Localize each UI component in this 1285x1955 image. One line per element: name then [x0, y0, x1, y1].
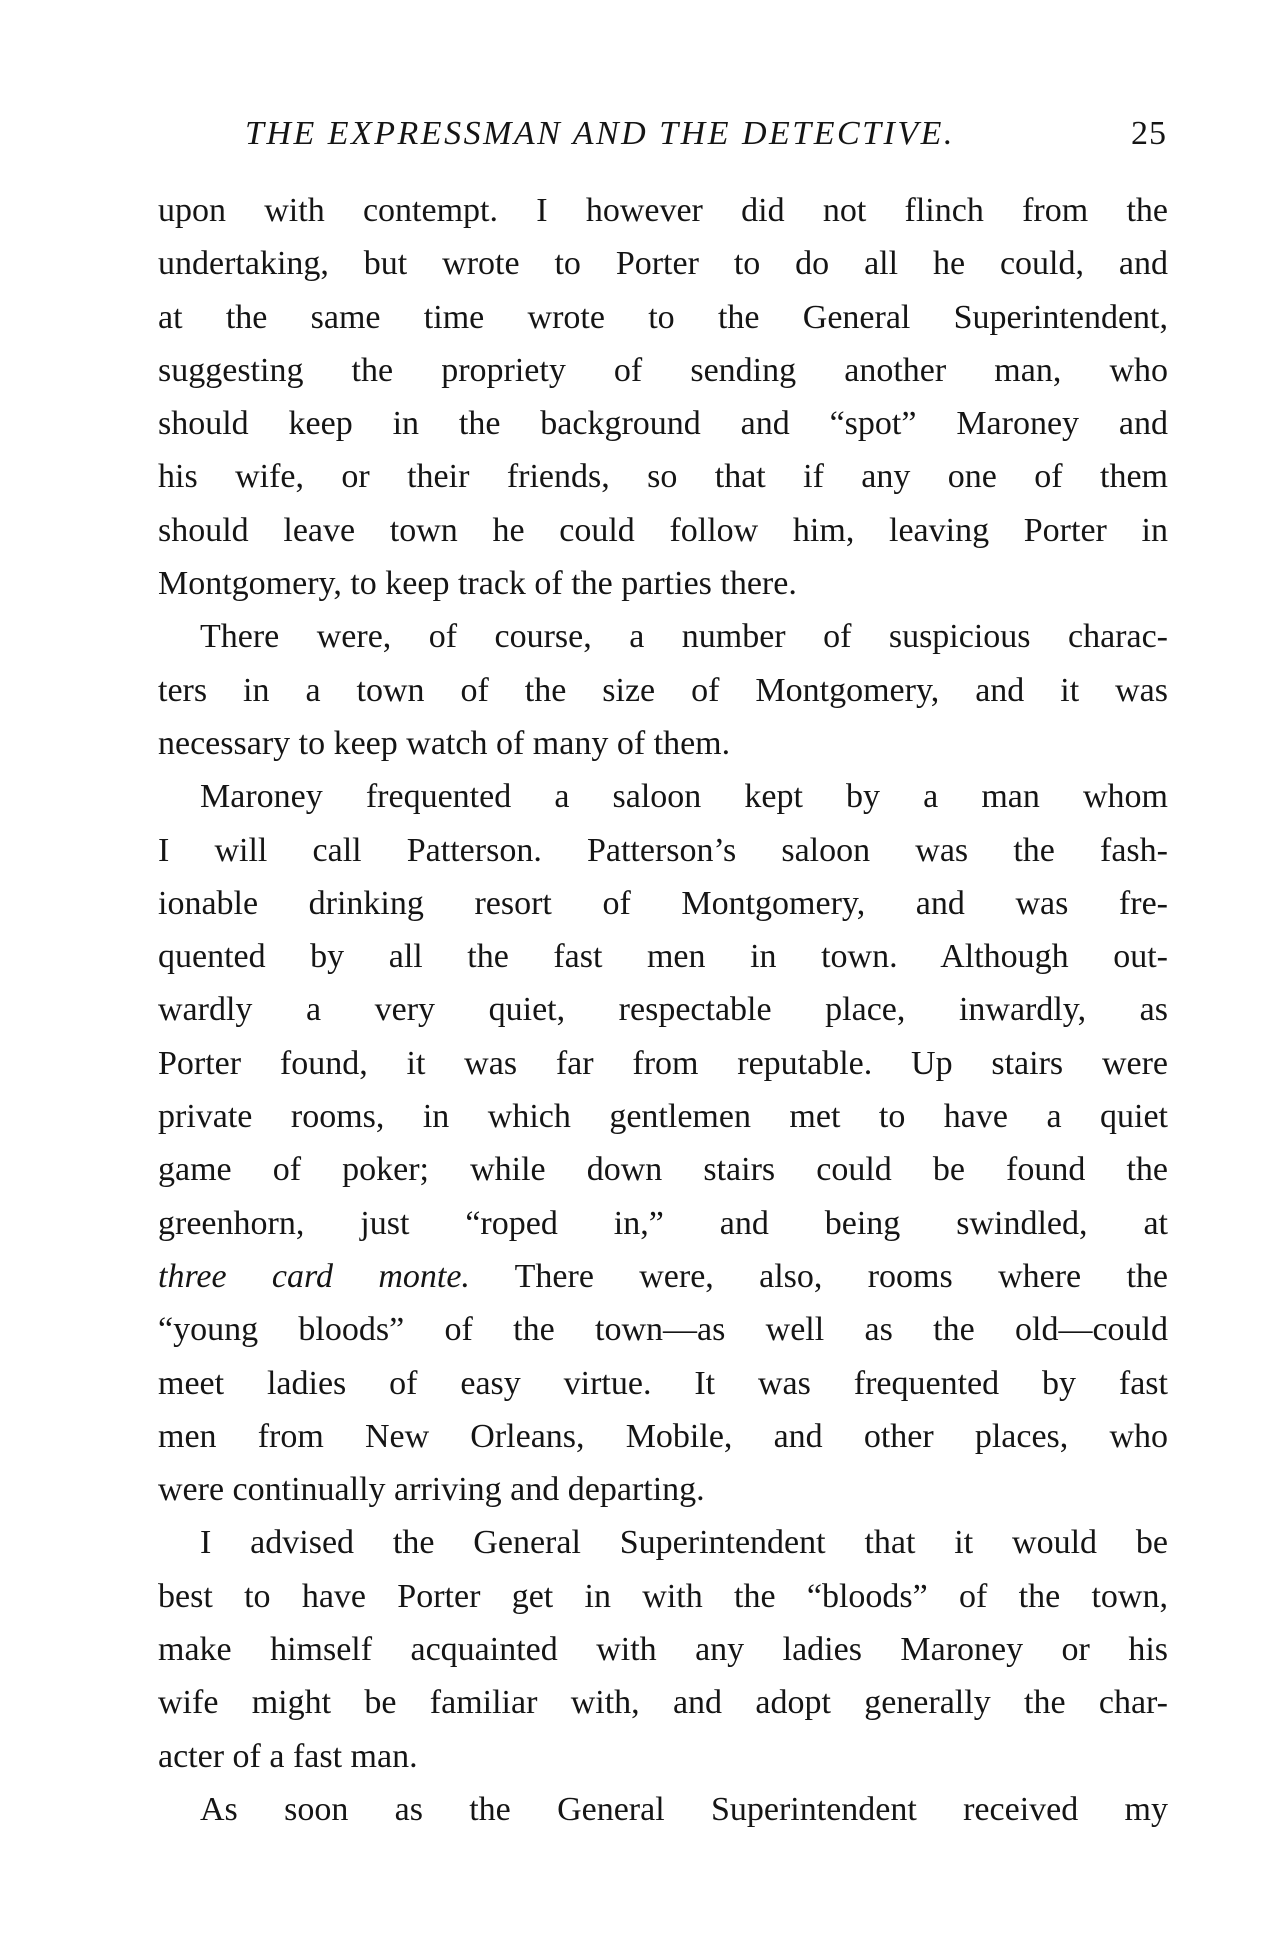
text-line: private rooms, in which gentlemen met to have a quiet — [158, 1098, 1168, 1136]
text-line: make himself acquainted with any ladies Maroney or his — [158, 1631, 1168, 1669]
text-line: acter of a fast man. — [158, 1737, 418, 1775]
text-line: necessary to keep watch of many of them. — [158, 724, 731, 762]
text-line: ters in a town of the size of Montgomery, and it was — [158, 671, 1168, 709]
text-line: ionable drinking resort of Montgomery, and was fre- — [158, 884, 1168, 922]
text-line: wardly a very quiet, respectable place, inwardly, as — [158, 991, 1168, 1029]
italic-phrase: three card monte. — [158, 1257, 470, 1295]
text-line: I will call Patterson. Patterson’s saloon was the fash- — [158, 831, 1168, 869]
text-line: undertaking, but wrote to Porter to do all he could, and — [158, 245, 1168, 283]
text-segment: There were, also, rooms where the — [514, 1257, 1168, 1295]
text-line: greenhorn, just “roped in,” and being swindled, at — [158, 1204, 1168, 1242]
text-line: As soon as the General Superintendent received my — [200, 1790, 1168, 1828]
paragraph-2 — [158, 610, 1168, 770]
text-line: his wife, or their friends, so that if any one of them — [158, 458, 1168, 496]
text-line: at the same time wrote to the General Superintendent, — [158, 298, 1168, 336]
running-title: THE EXPRESSMAN AND THE DETECTIVE. — [245, 115, 955, 152]
text-line: men from New Orleans, Mobile, and other places, who — [158, 1417, 1168, 1455]
text-line: There were, of course, a number of suspicious charac- — [200, 618, 1168, 656]
running-header — [155, 110, 1167, 158]
text-line: quented by all the fast men in town. Although out- — [158, 938, 1168, 976]
text-line: Maroney frequented a saloon kept by a man whom — [200, 778, 1168, 816]
text-line: should leave town he could follow him, leaving Porter in — [158, 511, 1168, 549]
text-line: should keep in the background and “spot” Maroney and — [158, 405, 1168, 443]
paragraph-3 — [158, 770, 1168, 1516]
text-line: game of poker; while down stairs could be found the — [158, 1151, 1168, 1189]
text-line: best to have Porter get in with the “bloods” of the town, — [158, 1577, 1168, 1615]
text-line: were continually arriving and departing. — [158, 1471, 705, 1509]
text-line: suggesting the propriety of sending another man, who — [158, 351, 1168, 389]
text-line: wife might be familiar with, and adopt generally the char- — [158, 1684, 1168, 1722]
text-line-with-italic — [158, 1250, 1168, 1303]
text-line: upon with contempt. I however did not flinch from the — [158, 192, 1168, 229]
paragraph-1 — [158, 184, 1168, 610]
text-line: I advised the General Superintendent that it would be — [200, 1524, 1168, 1562]
paragraph-5 — [158, 1783, 1168, 1836]
text-line: Porter found, it was far from reputable. Up stairs were — [158, 1044, 1168, 1082]
text-line: Montgomery, to keep track of the parties there. — [158, 565, 797, 603]
paragraph-4 — [158, 1516, 1168, 1782]
page-number: 25 — [1131, 115, 1167, 152]
text-line: “young bloods” of the town—as well as the old—could — [158, 1311, 1168, 1349]
text-line: meet ladies of easy virtue. It was frequented by fast — [158, 1364, 1168, 1402]
body-text — [158, 184, 1168, 1836]
